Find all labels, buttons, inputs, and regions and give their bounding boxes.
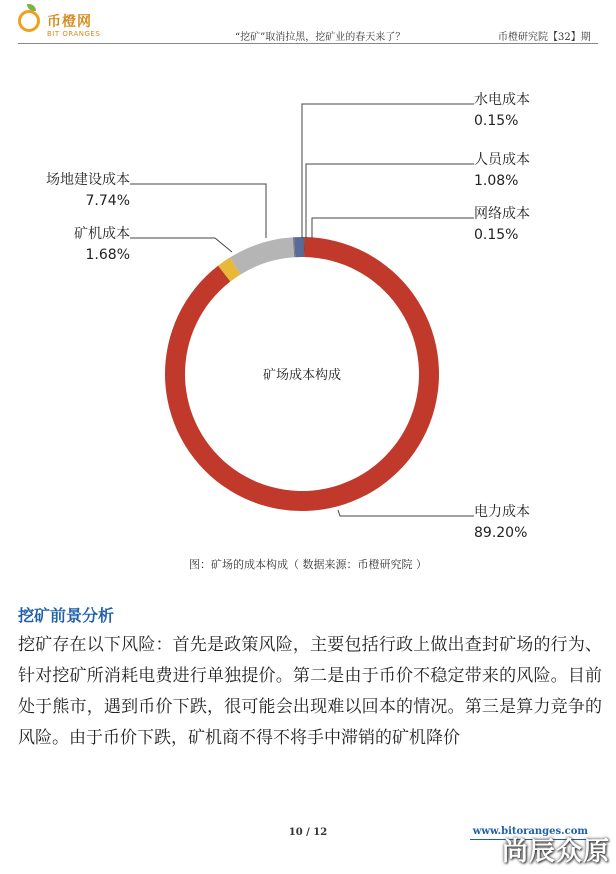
label-value-网络成本: 0.15% [474, 227, 519, 243]
website-link[interactable]: www.bitoranges.com [472, 826, 588, 837]
label-value-人员成本: 1.08% [474, 173, 519, 189]
label-name-场地建设成本: 场地建设成本 [46, 172, 130, 188]
label-name-水电成本: 水电成本 [474, 92, 530, 108]
label-name-电力成本: 电力成本 [474, 504, 530, 520]
leader-line-电力成本 [338, 510, 474, 516]
leader-line-场地建设成本 [130, 184, 266, 238]
body-paragraph: 挖矿存在以下风险：首先是政策风险，主要包括行政上做出查封矿场的行为、针对挖矿所消耗电费进行单独提价。第二是由于币价不稳定带来的风险。目前处于熊市，遇到币价下跌，很可能会出现难以回本的情况。第三是算力竞争的风险。由于币价下跌，矿机商不得不将手中滞销的矿机降价 [18, 635, 602, 748]
label-value-水电成本: 0.15% [474, 113, 519, 129]
leader-line-网络成本 [312, 218, 474, 238]
leader-line-人员成本 [306, 164, 474, 238]
label-name-网络成本: 网络成本 [474, 206, 530, 222]
label-value-矿机成本: 1.68% [85, 247, 130, 263]
section-title: 挖矿前景分析 [18, 606, 115, 625]
label-value-电力成本: 89.20% [474, 525, 528, 541]
watermark: 尚辰众原 [501, 837, 610, 867]
slice-场地建设成本 [230, 237, 294, 274]
header-title: “挖矿”取消拉黑，挖矿业的春天来了？ [235, 32, 406, 43]
logo-subtitle: BIT ORANGES [47, 30, 101, 38]
figure-caption: 图：矿场的成本构成（ 数据来源：币橙研究院 ） [189, 558, 427, 571]
leader-line-矿机成本 [130, 238, 232, 252]
slice-人员成本 [294, 237, 303, 257]
logo-name: 币橙网 [47, 14, 92, 30]
label-name-人员成本: 人员成本 [474, 152, 530, 168]
chart-title: 矿场成本构成 [262, 368, 342, 383]
page-number: 10 / 12 [288, 827, 328, 838]
label-name-矿机成本: 矿机成本 [74, 226, 130, 242]
header-issue: 币橙研究院【32】期 [498, 32, 591, 43]
label-value-场地建设成本: 7.74% [85, 193, 130, 209]
